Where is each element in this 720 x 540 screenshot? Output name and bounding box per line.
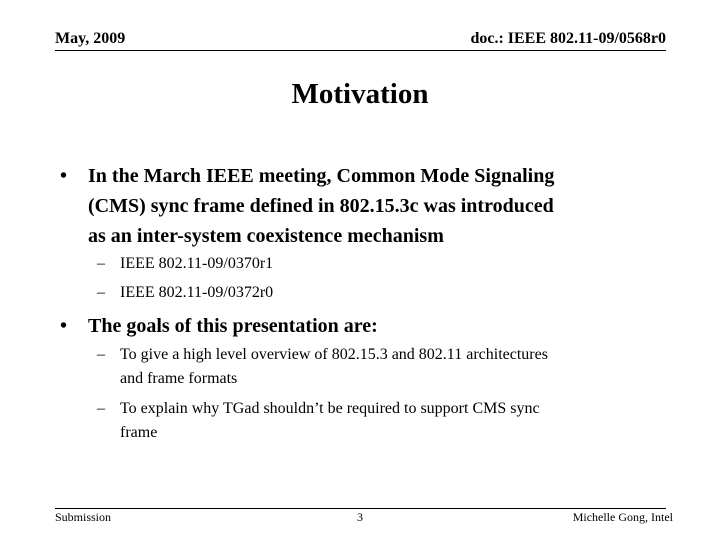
- slide-title: Motivation: [291, 78, 429, 110]
- sub-bullet-marker: –: [97, 400, 105, 417]
- sub-bullet-marker: –: [97, 255, 105, 272]
- bullet-line: as an inter-system coexistence mechanism: [88, 225, 444, 247]
- sub-bullet-line: To give a high level overview of 802.15.3 and 802.11 architectures: [120, 346, 548, 363]
- sub-bullet-text: [120, 281, 273, 305]
- footer-submission: Submission: [55, 510, 112, 524]
- sub-bullet-text: [120, 343, 548, 391]
- bullet-line: (CMS) sync frame defined in 802.15.3c was introduced: [88, 195, 554, 217]
- footer-divider: [55, 508, 666, 509]
- sub-bullet-line: IEEE 802.11-09/0372r0: [120, 284, 274, 301]
- sub-bullet-text: [120, 397, 540, 445]
- bullet-line: The goals of this presentation are:: [88, 315, 378, 337]
- footer-author: Michelle Gong, Intel: [572, 510, 673, 524]
- sub-bullet-marker: –: [97, 346, 105, 363]
- bullet-marker: •: [60, 165, 68, 187]
- bullet-line: In the March IEEE meeting, Common Mode Signaling: [88, 165, 555, 187]
- bullet-marker: •: [60, 315, 68, 337]
- sub-bullet-line: and frame formats: [120, 370, 238, 387]
- sub-bullet-line: IEEE 802.11-09/0370r1: [120, 255, 274, 272]
- sub-bullet-text: [120, 252, 273, 276]
- bullet-text: [88, 311, 378, 341]
- header-doc-id: doc.: IEEE 802.11-09/0568r0: [470, 30, 666, 47]
- sub-bullet-line: frame: [120, 424, 158, 441]
- page-number: 3: [357, 510, 363, 524]
- sub-bullet-line: To explain why TGad shouldn’t be required to support CMS sync: [120, 400, 540, 417]
- sub-bullet-marker: –: [97, 284, 105, 301]
- header-divider: [55, 50, 666, 51]
- bullet-text: [88, 161, 554, 251]
- header-date: May, 2009: [55, 30, 126, 47]
